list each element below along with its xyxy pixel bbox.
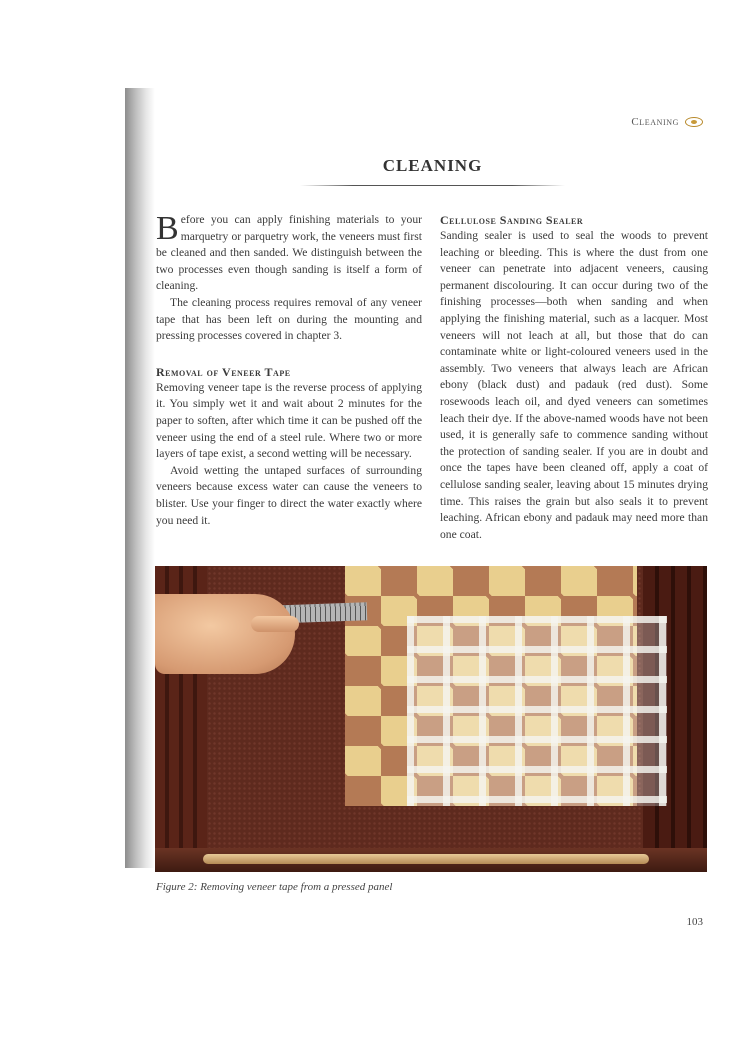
wooden-dowel [203,854,649,864]
page-title: CLEANING [382,156,483,175]
drop-cap: B [156,210,179,247]
page-title-block [300,156,565,186]
body-paragraph: Avoid wetting the untaped surfaces of surrounding veneers because excess water can cause the veneers to blister. Use your finger to direct the water exactly where you need it. [156,463,422,527]
veneer-tape-grid [407,616,667,806]
left-column [156,212,422,529]
book-spine-shadow [125,88,155,868]
body-paragraph: Sanding sealer is used to seal the woods to prevent leaching or bleeding. This is where the dust from one veneer can penetrate into adjacent veneers, causing permanent discolouring. It can occur during two of the finishing processes—both when sanding and when applying the finishing material, such as a lacquer. Most veneers will not leach at all, but those that do can contaminate white or light-coloured veneers used in the assembly. Two veneers that always leach are African ebony (black dust) and padauk (red dust). Some rosewoods leach oil, and dyed veneers can sometimes leach their dye. If the above-named woods have not been used, it is generally safe to commence sanding without the protection of sanding sealer. If you are in doubt and once the tapes have been cleaned off, apply a coat of cellulose sanding sealer, leaving about 15 minutes drying time. This raises the grain but also seals it to prevent leaching. African ebony and padauk may need more than one coat. [440,229,708,541]
title-rule [300,185,565,186]
pointing-finger [251,616,299,632]
intro-paragraph: Before you can apply finishing materials to your marquetry or parquetry work, the veneers must first be cleaned and then sanded. We distinguish between the two processes even though sanding is itself a form of cleaning. [156,210,422,293]
section-heading-removal: Removal of Veneer Tape [156,364,291,379]
body-paragraph: Removing veneer tape is the reverse process of applying it. You simply wet it and wait about 2 minutes for the paper to soften, after which time it can be pushed off the veneer using the end of a steel rule. Where two or more layers of tape exist, a second wetting will be necessary. [156,380,422,461]
hand [155,594,295,674]
page-number: 103 [686,916,703,928]
figure-photo [155,566,707,872]
figure-caption: Figure 2: Removing veneer tape from a pressed panel [156,881,393,893]
section-heading-sealer: Cellulose Sanding Sealer [440,213,584,227]
running-head [631,116,703,128]
running-head-label: Cleaning [631,116,679,128]
right-column [440,212,708,543]
body-paragraph: The cleaning process requires removal of any veneer tape that has been left on during the mounting and pressing processes covered in chapter 3. [156,295,422,343]
rosette-ornament-icon [685,117,703,127]
